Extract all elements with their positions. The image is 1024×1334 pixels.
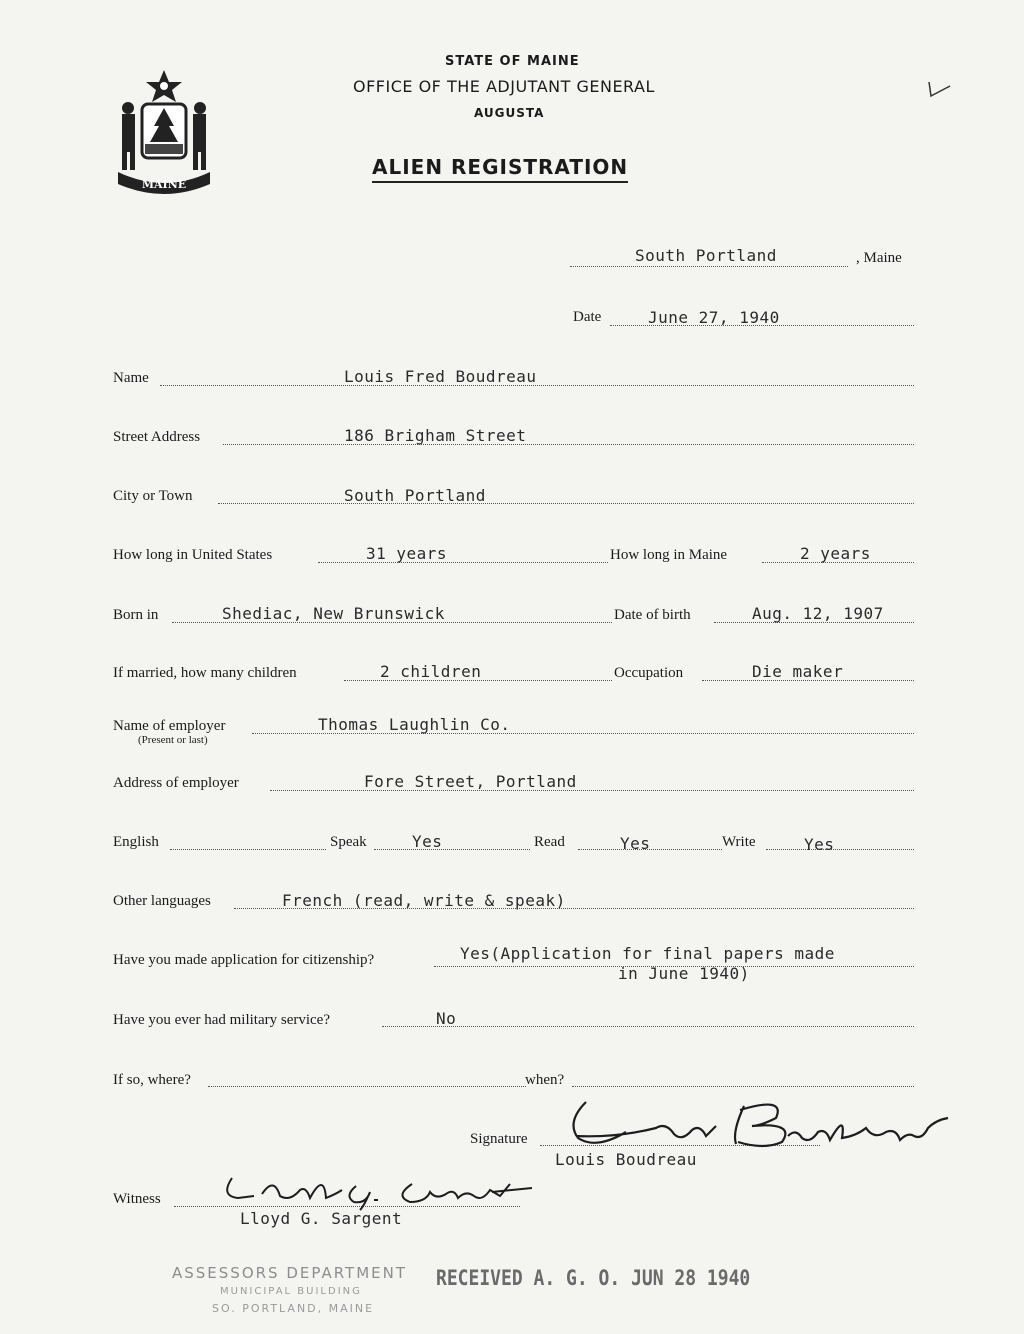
write-dots <box>766 849 914 850</box>
street-label: Street Address <box>113 429 201 445</box>
english-dots <box>170 849 326 850</box>
other-languages-value: French (read, write & speak) <box>282 891 566 910</box>
dob-value: Aug. 12, 1907 <box>752 604 884 623</box>
employer-note: (Present or last) <box>138 734 208 746</box>
witness-label: Witness <box>113 1191 161 1207</box>
military-dots <box>382 1026 914 1027</box>
street-value: 186 Brigham Street <box>344 426 527 445</box>
assessors-stamp-line3: SO. PORTLAND, MAINE <box>212 1302 375 1315</box>
margin-check-mark <box>926 80 954 105</box>
witness-scrawl <box>214 1166 544 1210</box>
signature-typed: Louis Boudreau <box>555 1150 697 1169</box>
city-label: City or Town <box>113 488 193 504</box>
english-label: English <box>113 834 159 850</box>
seal-label: MAINE <box>141 178 187 191</box>
assessors-stamp-line2: MUNICIPAL BUILDING <box>220 1286 362 1297</box>
military-label: Have you ever had military service? <box>113 1012 330 1028</box>
speak-dots <box>374 849 530 850</box>
city-dots <box>218 503 914 504</box>
read-value: Yes <box>620 834 651 853</box>
name-dots <box>160 385 914 386</box>
assessors-stamp-line1: ASSESSORS DEPARTMENT <box>172 1264 408 1282</box>
speak-value: Yes <box>412 832 443 851</box>
maine-time-label: How long in Maine <box>610 547 728 563</box>
form-title: ALIEN REGISTRATION <box>372 155 628 183</box>
born-value: Shediac, New Brunswick <box>222 604 445 623</box>
date-value: June 27, 1940 <box>648 308 780 327</box>
us-time-value: 31 years <box>366 544 448 563</box>
us-time-label: How long in United States <box>113 547 273 563</box>
received-stamp: RECEIVED A. G. O. JUN 28 1940 <box>436 1265 751 1292</box>
write-label: Write <box>722 834 756 850</box>
occupation-value: Die maker <box>752 662 844 681</box>
date-label: Date <box>573 309 602 325</box>
maine-time-value: 2 years <box>800 544 871 563</box>
children-value: 2 children <box>380 662 482 681</box>
occupation-label: Occupation <box>614 665 684 681</box>
name-label: Name <box>113 370 149 386</box>
citizenship-value-line1: Yes(Application for final papers made <box>460 944 835 963</box>
citizenship-label: Have you made application for citizenship? <box>113 952 375 968</box>
employer-value: Thomas Laughlin Co. <box>318 715 511 734</box>
city-value: South Portland <box>344 486 486 505</box>
city-heading: AUGUSTA <box>474 106 545 120</box>
military-value: No <box>436 1009 457 1028</box>
citizenship-value-line2: in June 1940) <box>618 964 750 983</box>
where-label: If so, where? <box>113 1072 191 1088</box>
born-label: Born in <box>113 607 159 623</box>
where-dots <box>208 1086 526 1087</box>
signature-scrawl <box>556 1092 956 1156</box>
check-mark-icon <box>926 80 954 100</box>
read-label: Read <box>534 834 565 850</box>
employer-address-value: Fore Street, Portland <box>364 772 577 791</box>
when-dots <box>572 1086 914 1087</box>
street-dots <box>223 444 914 445</box>
place-suffix: , Maine <box>856 250 902 266</box>
place-dots <box>570 266 848 267</box>
signature-label: Signature <box>470 1131 528 1147</box>
other-languages-label: Other languages <box>113 893 211 909</box>
seal-graphic <box>112 68 216 196</box>
office-heading: OFFICE OF THE ADJUTANT GENERAL <box>353 77 655 96</box>
when-label: when? <box>525 1072 565 1088</box>
name-value: Louis Fred Boudreau <box>344 367 537 386</box>
state-heading: STATE OF MAINE <box>445 54 580 69</box>
write-value: Yes <box>804 835 835 854</box>
witness-typed: Lloyd G. Sargent <box>240 1209 403 1228</box>
employer-address-label: Address of employer <box>113 775 239 791</box>
dob-label: Date of birth <box>614 607 691 623</box>
witness-handwriting <box>214 1166 544 1215</box>
employer-label: Name of employer <box>113 718 226 734</box>
place-value: South Portland <box>635 246 777 265</box>
speak-label: Speak <box>330 834 367 850</box>
us-time-dots <box>318 562 608 563</box>
state-seal <box>112 68 216 196</box>
children-label: If married, how many children <box>113 665 297 681</box>
